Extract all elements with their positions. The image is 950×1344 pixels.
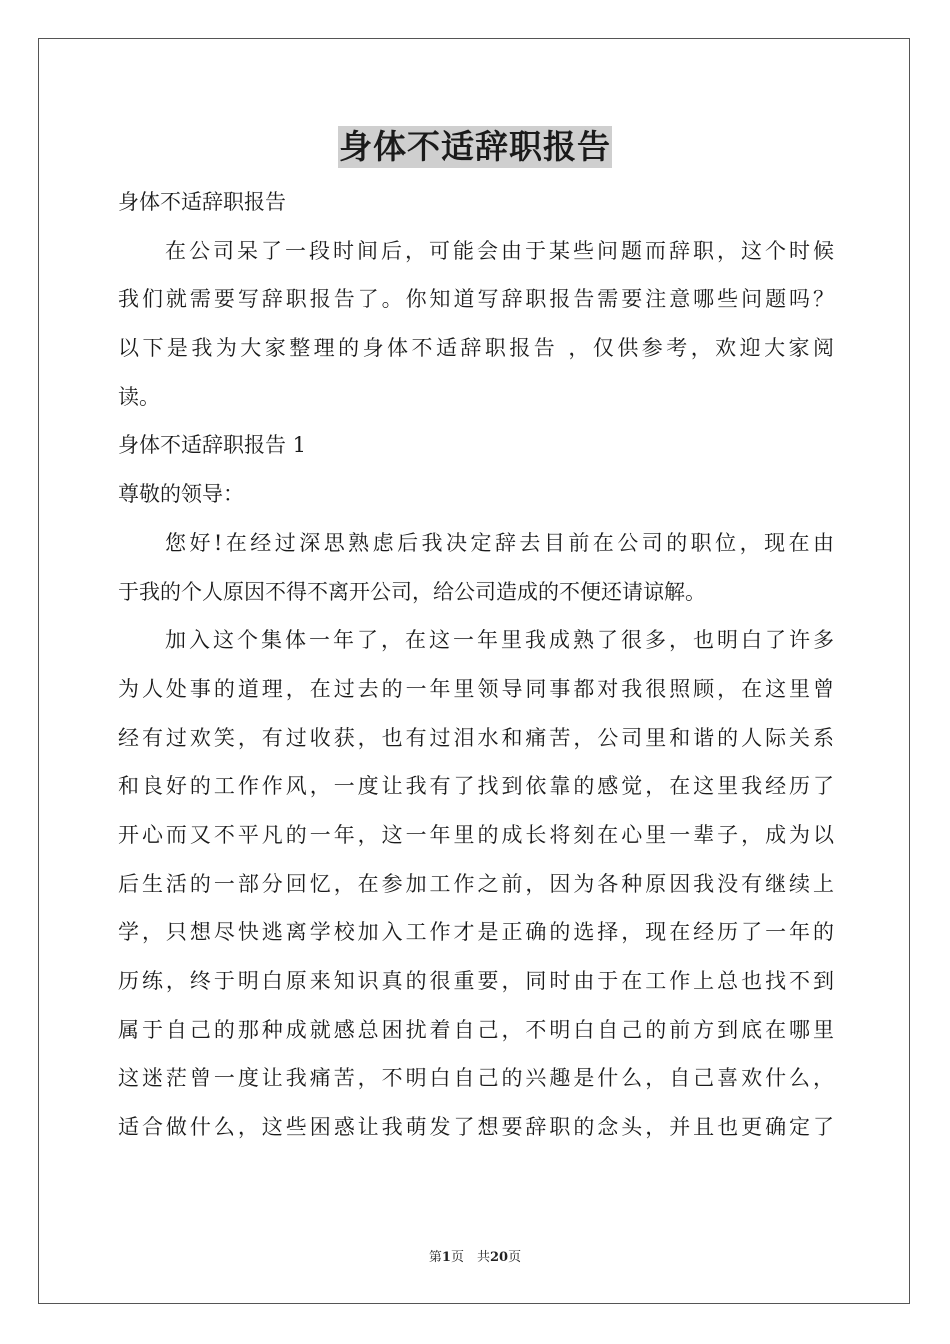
document-body — [118, 178, 834, 1152]
text-line: 我们就需要写辞职报告了。你知道写辞职报告需要注意哪些问题吗？ — [118, 287, 834, 312]
text-line: 身体不适辞职报告 — [118, 190, 286, 214]
text-line: 开心而又不平凡的一年，这一年里的成长将刻在心里一辈子，成为以 — [118, 822, 834, 847]
text-line: 后生活的一部分回忆，在参加工作之前，因为各种原因我没有继续上 — [118, 871, 834, 896]
text-line: 以下是我为大家整理的身体不适辞职报告 ，仅供参考，欢迎大家阅 — [118, 336, 834, 361]
footer-mid: 页 共 — [450, 1250, 490, 1265]
text-line: 在公司呆了一段时间后，可能会由于某些问题而辞职，这个时候 — [165, 238, 834, 263]
document-title: 身体不适辞职报告 — [339, 127, 611, 166]
text-line: 读。 — [118, 384, 160, 409]
footer-suffix: 页 — [508, 1250, 522, 1265]
text-line: 身体不适辞职报告 1 — [118, 433, 307, 458]
footer-prefix: 第 — [428, 1250, 442, 1265]
text-line: 和良好的工作作风，一度让我有了找到依靠的感觉，在这里我经历了 — [118, 774, 834, 799]
footer-current-page: 1 — [441, 1250, 451, 1265]
text-line: 属于自己的那种成就感总困扰着自己，不明白自己的前方到底在哪里 — [118, 1017, 834, 1042]
text-line: 为人处事的道理，在过去的一年里领导同事都对我很照顾，在这里曾 — [118, 676, 834, 701]
text-line: 这迷茫曾一度让我痛苦，不明白自己的兴趣是什么，自己喜欢什么， — [118, 1066, 834, 1091]
text-line: 适合做什么，这些困惑让我萌发了想要辞职的念头，并且也更确定了 — [118, 1115, 834, 1140]
text-line: 尊敬的领导： — [118, 482, 244, 507]
page-footer — [0, 1246, 950, 1265]
text-line: 于我的个人原因不得不离开公司，给公司造成的不便还请谅解。 — [118, 579, 706, 604]
text-line: 您好!在经过深思熟虑后我决定辞去目前在公司的职位，现在由 — [165, 530, 834, 555]
text-line: 历练，终于明白原来知识真的很重要，同时由于在工作上总也找不到 — [118, 969, 834, 993]
text-line: 学，只想尽快逃离学校加入工作才是正确的选择，现在经历了一年的 — [118, 920, 834, 945]
text-line: 经有过欢笑，有过收获，也有过泪水和痛苦，公司里和谐的人际关系 — [118, 725, 834, 750]
text-line: 加入这个集体一年了，在这一年里我成熟了很多，也明白了许多 — [165, 628, 834, 653]
title-container — [0, 126, 950, 168]
footer-total-pages: 20 — [489, 1250, 509, 1265]
